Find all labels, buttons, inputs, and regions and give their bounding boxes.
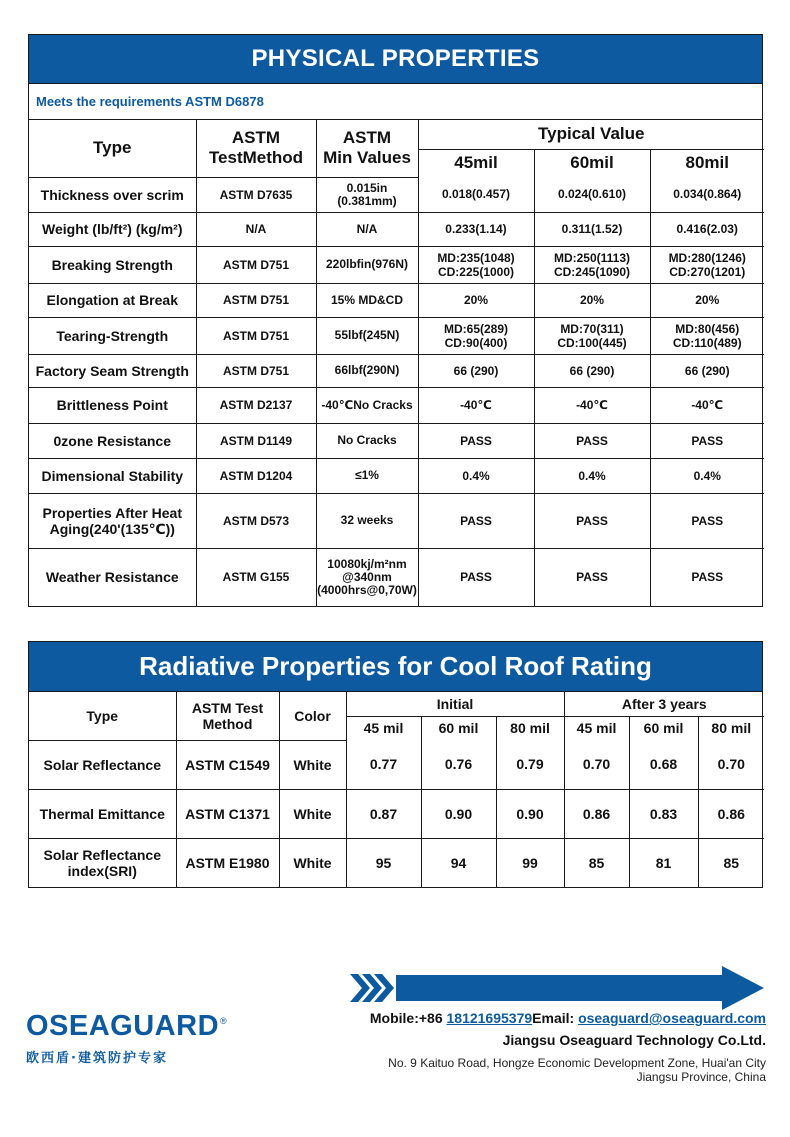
value-60mil <box>534 317 650 354</box>
property-type-line: Aging(240'(135℃)) <box>49 520 175 537</box>
value-45mil-line: CD:225(1000) <box>437 264 515 279</box>
value-60mil <box>534 493 650 548</box>
property-type-line: Elongation at Break <box>46 292 178 308</box>
value-60mil-line: 66 (290) <box>569 363 615 378</box>
min-value <box>316 317 418 354</box>
value-45mil <box>418 458 534 493</box>
value-80mil-line: CD:110(489) <box>672 335 742 350</box>
rad-value-initial-45mil: 0.87 <box>346 789 421 838</box>
value-60mil <box>534 212 650 246</box>
physical-properties-title: PHYSICAL PROPERTIES <box>29 35 762 84</box>
property-type <box>29 177 196 212</box>
rad-property-type-line: Solar Reflectance <box>43 846 161 863</box>
value-60mil <box>534 387 650 423</box>
value-45mil-line: PASS <box>460 513 492 528</box>
value-60mil-line: PASS <box>576 570 608 585</box>
test-method: N/A <box>196 212 316 246</box>
rad-value-after-60mil: 0.83 <box>629 789 698 838</box>
rad-test-method: ASTM C1371 <box>176 789 279 838</box>
value-80mil-line: 0.4% <box>693 468 721 483</box>
rad-color: White <box>279 789 346 838</box>
rad-property-type <box>29 789 176 838</box>
value-45mil <box>418 283 534 317</box>
value-80mil <box>650 354 764 387</box>
property-type-line: Properties After Heat <box>42 504 183 521</box>
min-value <box>316 458 418 493</box>
property-type <box>29 548 196 606</box>
table-row <box>29 354 764 387</box>
test-method: ASTM D751 <box>196 283 316 317</box>
value-80mil <box>650 246 764 283</box>
rad-header-test-method: ASTM Test Method <box>176 692 279 740</box>
value-80mil <box>650 458 764 493</box>
rad-header-initial: Initial <box>346 692 564 716</box>
rad-value-initial-80mil: 0.90 <box>496 789 564 838</box>
min-value-line: No Cracks <box>337 433 397 447</box>
value-60mil-line: 0.4% <box>578 468 606 483</box>
value-45mil <box>418 493 534 548</box>
value-45mil <box>418 177 534 212</box>
test-method: ASTM G155 <box>196 548 316 606</box>
min-value <box>316 423 418 458</box>
property-type <box>29 212 196 246</box>
min-value-line: 32 weeks <box>340 513 394 527</box>
value-45mil <box>418 548 534 606</box>
table-row <box>29 387 764 423</box>
test-method: ASTM D751 <box>196 317 316 354</box>
value-80mil <box>650 317 764 354</box>
min-value <box>316 283 418 317</box>
property-type-line: Dimensional Stability <box>41 467 184 484</box>
table-row <box>29 548 764 606</box>
min-value <box>316 387 418 423</box>
header-typical-value: Typical Value <box>418 120 764 149</box>
value-60mil-line: -40℃ <box>576 398 608 412</box>
rad-value-initial-60mil: 94 <box>421 838 496 887</box>
rad-value-initial-80mil: 0.79 <box>496 740 564 789</box>
rad-header-initial-45mil: 45 mil <box>346 716 421 740</box>
property-type-line: Weight (lb/ft²) (kg/m²) <box>42 221 183 237</box>
property-type <box>29 387 196 423</box>
value-60mil-line: PASS <box>576 433 608 448</box>
company-logo <box>26 1010 227 1066</box>
rad-value-after-45mil: 0.86 <box>564 789 629 838</box>
value-80mil-line: PASS <box>691 433 724 448</box>
contact-block <box>370 1010 766 1084</box>
rad-header-initial-80mil: 80 mil <box>496 716 564 740</box>
min-value-line: 55lbf(245N) <box>334 328 400 342</box>
value-45mil <box>418 212 534 246</box>
value-45mil-line: 0.018(0.457) <box>441 187 511 202</box>
rad-value-after-45mil: 85 <box>564 838 629 887</box>
property-type <box>29 317 196 354</box>
min-value-line: (4000hrs@0,70W) <box>317 582 417 597</box>
value-45mil-line: 66 (290) <box>453 363 499 378</box>
radiative-properties-title: Radiative Properties for Cool Roof Rating <box>29 642 762 692</box>
min-value-line: N/A <box>356 221 378 236</box>
table-row <box>29 283 764 317</box>
min-value-line: 220lbfin(976N) <box>325 257 409 271</box>
property-type-line: Thickness over scrim <box>40 186 184 203</box>
table-row <box>29 740 764 789</box>
rad-value-initial-60mil: 0.76 <box>421 740 496 789</box>
value-60mil <box>534 283 650 317</box>
value-80mil-line: MD:280(1246) <box>668 250 746 265</box>
rad-header-after-80mil: 80 mil <box>698 716 764 740</box>
min-value <box>316 548 418 606</box>
test-method: ASTM D1149 <box>196 423 316 458</box>
rad-value-initial-60mil: 0.90 <box>421 789 496 838</box>
radiative-properties-table <box>29 692 764 887</box>
value-60mil-line: CD:100(445) <box>557 335 627 350</box>
rad-header-color: Color <box>279 692 346 740</box>
value-45mil-line: 0.4% <box>462 468 490 483</box>
value-45mil <box>418 354 534 387</box>
requirements-note: Meets the requirements ASTM D6878 <box>29 84 762 120</box>
table-row <box>29 838 764 887</box>
rad-header-after-3-years: After 3 years <box>564 692 764 716</box>
company-name: Jiangsu Oseaguard Technology Co.Ltd. <box>502 1032 766 1048</box>
value-60mil-line: 20% <box>579 293 605 307</box>
rad-value-initial-80mil: 99 <box>496 838 564 887</box>
value-60mil-line: MD:70(311) <box>560 321 624 336</box>
rad-test-method: ASTM E1980 <box>176 838 279 887</box>
rad-color: White <box>279 740 346 789</box>
property-type <box>29 458 196 493</box>
min-value-line: -40℃No Cracks <box>321 397 413 412</box>
test-method: ASTM D7635 <box>196 177 316 212</box>
rad-property-type-line: Solar Reflectance <box>43 756 161 773</box>
table-row <box>29 789 764 838</box>
value-45mil-line: CD:90(400) <box>444 335 508 350</box>
table-row <box>29 458 764 493</box>
rad-value-after-80mil: 85 <box>698 838 764 887</box>
value-45mil-line: -40℃ <box>460 398 492 412</box>
rad-property-type-line: index(SRI) <box>67 862 137 879</box>
min-value <box>316 177 418 212</box>
value-80mil <box>650 423 764 458</box>
logo-wordmark: OSEAGUARD® <box>26 1010 228 1042</box>
rad-value-after-80mil: 0.86 <box>698 789 764 838</box>
rad-property-type-line: Thermal Emittance <box>39 805 165 822</box>
header-test-method: ASTM TestMethod <box>196 120 316 177</box>
value-45mil-line: MD:235(1048) <box>437 250 515 265</box>
value-45mil-line: 0.233(1.14) <box>445 222 507 236</box>
min-value-line: @340nm <box>342 569 392 584</box>
property-type <box>29 246 196 283</box>
header-80mil: 80mil <box>650 149 764 177</box>
value-60mil <box>534 177 650 212</box>
value-80mil-line: 66 (290) <box>684 363 730 378</box>
table-row <box>29 246 764 283</box>
value-45mil-line: 20% <box>463 293 489 307</box>
property-type-line: Breaking Strength <box>51 256 173 273</box>
logo-tagline: 欧西盾·建筑防护专家 <box>26 1051 168 1066</box>
value-80mil <box>650 493 764 548</box>
header-60mil: 60mil <box>534 149 650 177</box>
value-45mil <box>418 423 534 458</box>
value-60mil-line: MD:250(1113) <box>553 250 631 265</box>
value-80mil <box>650 212 764 246</box>
property-type-line: Factory Seam Strength <box>35 362 189 379</box>
test-method: ASTM D751 <box>196 246 316 283</box>
value-45mil <box>418 246 534 283</box>
value-80mil-line: 0.416(2.03) <box>676 222 738 236</box>
decorative-arrow-graphic <box>350 966 764 1010</box>
value-80mil-line: -40℃ <box>691 398 724 412</box>
value-60mil-line: CD:245(1090) <box>553 264 631 279</box>
value-80mil <box>650 548 764 606</box>
rad-value-initial-45mil: 0.77 <box>346 740 421 789</box>
property-type-line: 0zone Resistance <box>53 432 171 449</box>
test-method: ASTM D751 <box>196 354 316 387</box>
min-value-line: 15% MD&CD <box>330 292 403 307</box>
rad-header-after-60mil: 60 mil <box>629 716 698 740</box>
property-type <box>29 423 196 458</box>
property-type-line: Tearing-Strength <box>56 327 169 344</box>
value-80mil <box>650 283 764 317</box>
min-value <box>316 354 418 387</box>
property-type-line: Weather Resistance <box>45 569 179 586</box>
value-60mil <box>534 458 650 493</box>
value-80mil-line: MD:80(456) <box>675 321 740 336</box>
min-value-line: (0.381mm) <box>337 193 397 208</box>
rad-header-initial-60mil: 60 mil <box>421 716 496 740</box>
value-80mil-line: 0.034(0.864) <box>673 187 742 202</box>
min-value-line: ≤1% <box>355 468 379 482</box>
min-value <box>316 246 418 283</box>
rad-header-after-45mil: 45 mil <box>564 716 629 740</box>
rad-value-after-80mil: 0.70 <box>698 740 764 789</box>
min-value <box>316 493 418 548</box>
value-80mil-line: CD:270(1201) <box>669 264 746 279</box>
value-45mil-line: PASS <box>460 433 492 448</box>
min-value-line: 10080kj/m²nm <box>327 556 407 571</box>
company-address: No. 9 Kaituo Road, Hongze Economic Development Zone, Huai'an City Jiangsu Province, China <box>388 1056 766 1084</box>
property-type <box>29 354 196 387</box>
table-row <box>29 493 764 548</box>
physical-properties-section <box>28 34 763 607</box>
property-type <box>29 283 196 317</box>
min-value-line: 0.015in <box>346 180 388 195</box>
value-60mil-line: PASS <box>576 513 608 528</box>
rad-value-initial-45mil: 95 <box>346 838 421 887</box>
value-80mil-line: PASS <box>691 570 724 585</box>
test-method: ASTM D2137 <box>196 387 316 423</box>
table-row <box>29 212 764 246</box>
table-row <box>29 423 764 458</box>
rad-property-type <box>29 740 176 789</box>
contact-line: Mobile:+86 18121695379Email: oseaguard@oseaguard.com <box>369 1010 766 1026</box>
value-80mil-line: PASS <box>691 513 724 528</box>
rad-value-after-60mil: 0.68 <box>629 740 698 789</box>
min-value-line: 66lbf(290N) <box>334 363 400 377</box>
rad-header-type: Type <box>29 692 176 740</box>
table-row <box>29 317 764 354</box>
test-method: ASTM D573 <box>196 493 316 548</box>
value-80mil <box>650 177 764 212</box>
value-45mil <box>418 387 534 423</box>
table-row <box>29 177 764 212</box>
radiative-properties-section <box>28 641 763 888</box>
value-60mil-line: 0.311(1.52) <box>561 222 623 236</box>
value-60mil <box>534 354 650 387</box>
value-60mil <box>534 246 650 283</box>
rad-value-after-60mil: 81 <box>629 838 698 887</box>
header-45mil: 45mil <box>418 149 534 177</box>
value-45mil-line: MD:65(289) <box>443 321 509 336</box>
test-method: ASTM D1204 <box>196 458 316 493</box>
rad-color: White <box>279 838 346 887</box>
physical-properties-table <box>29 120 764 606</box>
rad-property-type <box>29 838 176 887</box>
property-type-line: Brittleness Point <box>56 397 168 413</box>
value-60mil-line: 0.024(0.610) <box>557 187 627 202</box>
value-45mil-line: PASS <box>460 570 492 585</box>
rad-value-after-45mil: 0.70 <box>564 740 629 789</box>
header-type: Type <box>29 120 196 177</box>
value-80mil <box>650 387 764 423</box>
header-min-values: ASTM Min Values <box>316 120 418 177</box>
email-link[interactable]: oseaguard@oseaguard.com <box>578 1010 766 1026</box>
mobile-link[interactable]: 18121695379 <box>446 1010 533 1026</box>
property-type <box>29 493 196 548</box>
value-80mil-line: 20% <box>695 293 720 307</box>
value-60mil <box>534 423 650 458</box>
value-45mil <box>418 317 534 354</box>
value-60mil <box>534 548 650 606</box>
rad-test-method: ASTM C1549 <box>176 740 279 789</box>
min-value <box>316 212 418 246</box>
